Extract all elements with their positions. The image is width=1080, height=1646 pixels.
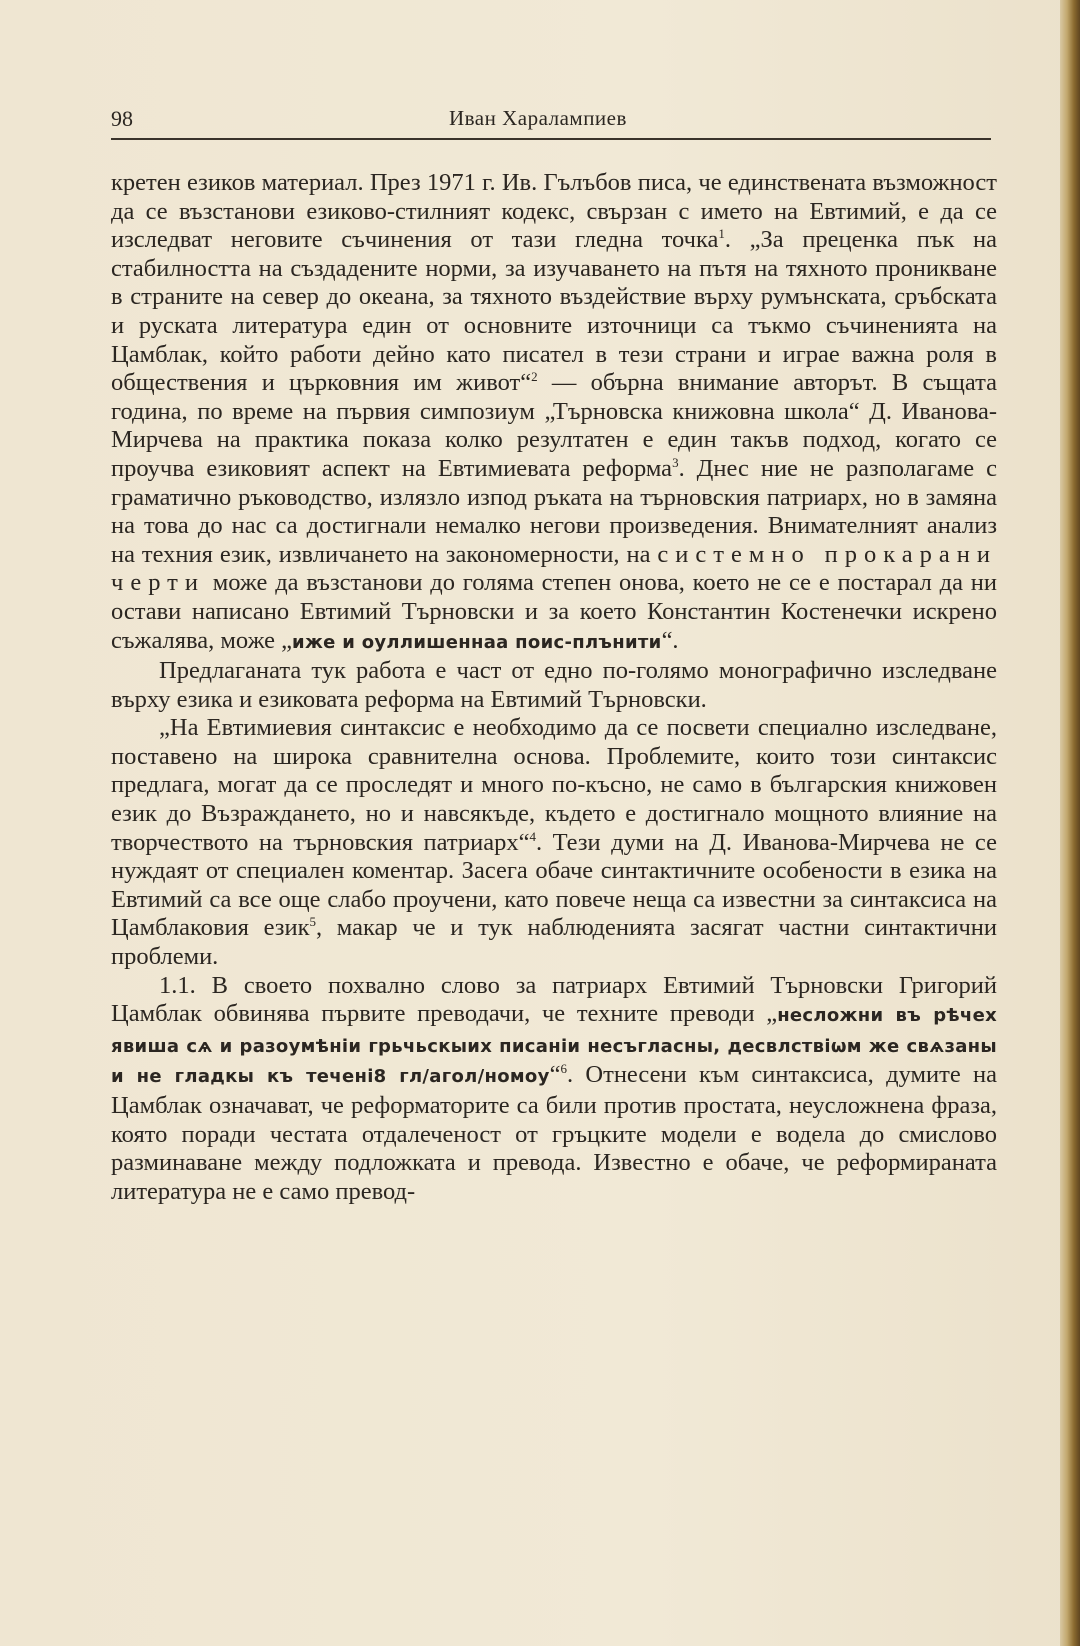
footnote-ref[interactable]: 1 [718, 226, 725, 242]
footnote-ref[interactable]: 2 [531, 369, 538, 384]
footnote-ref[interactable]: 4 [529, 828, 536, 844]
text-run: — обърна внимание авторът. В същата година, по време на първия симпозиум „Търновска книжовна школа“ Д. Иванова-Мирчева на практика показа колко резултатен е един такъв подход, когато се проучва езиковият аспект на Евтимиевата реформа [111, 369, 997, 482]
text-run: кретен езиков материал. През 1971 г. Ив. Гълъбов писа, че единствената възможност да се възстанови езиково-стилният кодекс, свързан с името на Евтимий, е да се изследват неговите съчинения от тази гледна точка [111, 169, 997, 254]
footnote-ref[interactable]: 3 [672, 454, 679, 470]
page-edge-shadow [1060, 0, 1080, 1646]
footnote-ref[interactable]: 5 [309, 914, 316, 930]
church-slavonic-quote: несложни въ рѣчех явиша сѧ и разоумѣніи грьчьскыих писаніи несъгласны, десвлствіѡм же свѧзаны и не гладкы къ течені8 гл/агол/номоу [111, 1005, 997, 1088]
text-run: може да възстанови до голяма степен онова, което не се е постарал да ни остави написано Евтимий Търновски и за което Константин Костенечки искрено съжалява, може „ [111, 569, 997, 654]
text-run: . Тези думи на Д. Иванова-Мирчева не се нуждаят от специален коментар. Засега обаче синтактичните особености в езика на Евтимий са все още слабо проучени, като повече неща са известни за синтаксиса на Цамблаковия език [111, 828, 997, 942]
body-text [111, 169, 997, 1206]
running-title: Иван Харалампиев [449, 106, 627, 130]
spaced-emphasis: системно прокарани черти [111, 540, 997, 597]
text-run: Предлаганата тук работа е част от едно по-голямо монографично изследване върху езика и езиковата реформа на Евтимий Търновски. [111, 657, 997, 713]
paragraph [111, 714, 997, 971]
page-number: 98 [111, 106, 133, 131]
text-run: “ [549, 1061, 561, 1089]
text-run: „На Евтимиевия синтаксис е необходимо да се посвети специално изследване, поставено на широка сравнителна основа. Проблемите, които този синтаксис предлага, могат да се проследят и много по-късно, не само в българския книжовен език до Възраждането, но и навсякъде, където е достигнало мощното влияние на творчеството на търновския патриарх“ [111, 714, 997, 856]
footnote-ref[interactable]: 6 [560, 1061, 567, 1077]
text-run: 1.1. В своето похвално слово за патриарх Евтимий Търновски Григорий Цамблак обвинява първите преводачи, че техните преводи „ [111, 971, 997, 1028]
paragraph [111, 972, 997, 1207]
text-run: . Отнесени към синтаксиса, думите на Цамблак означават, че реформаторите са били против простата, неусложнена фраза, която поради честата отдалеченост от гръцките модели е водела до смислово разминаване между подложката и превода. Известно е обаче, че реформираната литература не е само превод- [111, 1061, 997, 1205]
running-header [111, 104, 991, 140]
paragraph [111, 169, 997, 657]
paragraph [111, 657, 997, 714]
text-run: . „За преценка пък на стабилността на създадените норми, за изучаването на пътя на тяхното проникване в страните на север до океана, за тяхното въздействие върху румънската, сръбската и руската литература един от основните източници са тъкмо съчиненията на Цамблак, който работи дейно като писател в тези страни и играе важна роля в обществения и църковния им живот“ [111, 226, 997, 397]
text-run: “. [661, 626, 679, 654]
text-run: . Днес ние не разполагаме с граматично ръководство, излязло изпод ръката на търновския патриарх, но в замяна на това до нас са достигнали немалко негови произведения. Внимателният анализ на техния език, извличането на закономерности, на [111, 454, 997, 568]
text-run: , макар че и тук наблюденията засягат частни синтактични проблеми. [111, 914, 997, 971]
church-slavonic-quote: иже и оуллишеннаа поис-плънити [292, 631, 662, 653]
